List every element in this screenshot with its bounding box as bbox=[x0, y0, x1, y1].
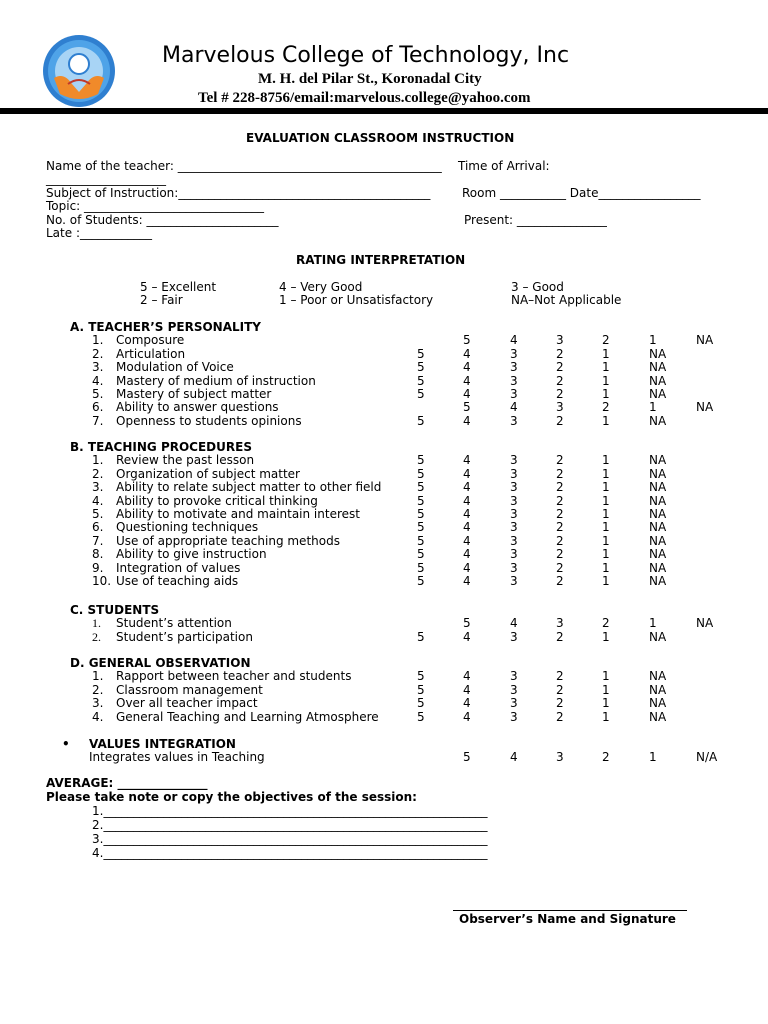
rating-option[interactable]: 4 bbox=[463, 696, 471, 710]
rating-option[interactable]: 3 bbox=[510, 574, 518, 588]
criterion-label: Student’s participation bbox=[116, 630, 253, 644]
rating-option[interactable]: 5 bbox=[417, 453, 425, 467]
rating-option[interactable]: 1 bbox=[602, 480, 610, 494]
rating-option[interactable]: 4 bbox=[463, 534, 471, 548]
rating-option[interactable]: 1 bbox=[602, 360, 610, 374]
rating-option[interactable]: 3 bbox=[556, 400, 564, 414]
rating-option[interactable]: 2 bbox=[556, 669, 564, 683]
rating-option[interactable]: 5 bbox=[417, 374, 425, 388]
room-date-field[interactable]: Room ___________ Date_________________ bbox=[462, 186, 701, 200]
rating-option[interactable]: 3 bbox=[510, 507, 518, 521]
rating-option[interactable]: 1 bbox=[602, 534, 610, 548]
rating-option[interactable]: NA bbox=[649, 534, 667, 548]
criterion-label: Classroom management bbox=[116, 683, 263, 697]
rating-option[interactable]: NA bbox=[696, 400, 714, 414]
rating-option[interactable]: 5 bbox=[417, 387, 425, 401]
rating-option[interactable]: NA bbox=[649, 387, 667, 401]
values-integration-heading: VALUES INTEGRATION bbox=[89, 737, 236, 751]
rating-option[interactable]: 4 bbox=[463, 710, 471, 724]
rating-option[interactable]: 5 bbox=[417, 561, 425, 575]
rating-option[interactable]: 4 bbox=[463, 683, 471, 697]
criterion-label: Rapport between teacher and students bbox=[116, 669, 352, 683]
rating-option[interactable]: 3 bbox=[510, 467, 518, 481]
rating-option[interactable]: 1 bbox=[649, 333, 657, 347]
objectives-note: Please take note or copy the objectives of the session: bbox=[46, 790, 417, 804]
rating-option[interactable]: NA bbox=[649, 561, 667, 575]
values-rating-option[interactable]: N/A bbox=[696, 750, 718, 764]
item-number: 6. bbox=[92, 520, 104, 534]
rating-option[interactable]: 4 bbox=[463, 347, 471, 361]
item-number: 2. bbox=[92, 347, 104, 361]
rating-option[interactable]: NA bbox=[649, 360, 667, 374]
rating-option[interactable]: 4 bbox=[510, 400, 518, 414]
rating-option[interactable]: 5 bbox=[417, 480, 425, 494]
college-address: M. H. del Pilar St., Koronadal City bbox=[258, 71, 482, 87]
rating-option[interactable]: NA bbox=[649, 347, 667, 361]
item-number: 10. bbox=[92, 574, 112, 588]
rating-option[interactable]: 1 bbox=[649, 400, 657, 414]
rating-option[interactable]: 2 bbox=[556, 534, 564, 548]
signature-line[interactable] bbox=[453, 910, 687, 911]
criterion-label: Ability to provoke critical thinking bbox=[116, 494, 318, 508]
rating-option[interactable]: 1 bbox=[602, 374, 610, 388]
topic-field[interactable]: Topic: ______________________________ bbox=[46, 199, 265, 213]
college-seal-icon bbox=[42, 34, 116, 108]
header-divider bbox=[0, 108, 768, 114]
item-number: 4. bbox=[92, 710, 104, 724]
rating-option[interactable]: 2 bbox=[556, 710, 564, 724]
rating-option[interactable]: NA bbox=[649, 630, 667, 644]
legend-good: 3 – Good bbox=[511, 280, 564, 294]
rating-option[interactable]: 5 bbox=[463, 333, 471, 347]
rating-option[interactable]: 2 bbox=[556, 453, 564, 467]
objective-line-3[interactable]: 3.________________________________________________________________ bbox=[92, 832, 488, 846]
subject-field[interactable]: Subject of Instruction:__________________________________________ bbox=[46, 186, 431, 200]
rating-option[interactable]: 2 bbox=[602, 333, 610, 347]
criterion-label: Use of appropriate teaching methods bbox=[116, 534, 340, 548]
rating-option[interactable]: 5 bbox=[417, 360, 425, 374]
criterion-label: Articulation bbox=[116, 347, 186, 361]
rating-option[interactable]: NA bbox=[696, 616, 714, 630]
item-number: 2. bbox=[92, 467, 104, 481]
item-number: 3. bbox=[92, 480, 104, 494]
section-heading: B. TEACHING PROCEDURES bbox=[70, 440, 252, 454]
rating-option[interactable]: 2 bbox=[556, 387, 564, 401]
students-count-field[interactable]: No. of Students: ______________________ bbox=[46, 213, 279, 227]
rating-option[interactable]: 2 bbox=[556, 520, 564, 534]
criterion-label: Ability to relate subject matter to other field bbox=[116, 480, 382, 494]
item-number: 3. bbox=[92, 360, 104, 374]
item-number: 4. bbox=[92, 494, 104, 508]
legend-excellent: 5 – Excellent bbox=[140, 280, 217, 294]
criterion-label: Use of teaching aids bbox=[116, 574, 239, 588]
criterion-label: Over all teacher impact bbox=[116, 696, 258, 710]
rating-option[interactable]: 1 bbox=[602, 494, 610, 508]
rating-option[interactable]: 4 bbox=[463, 574, 471, 588]
rating-option[interactable]: 5 bbox=[463, 400, 471, 414]
rating-option[interactable]: 2 bbox=[556, 630, 564, 644]
rating-option[interactable]: 4 bbox=[463, 547, 471, 561]
item-number: 5. bbox=[92, 387, 104, 401]
rating-option[interactable]: 4 bbox=[463, 494, 471, 508]
time-of-arrival-field[interactable]: Time of Arrival: bbox=[458, 159, 550, 173]
rating-option[interactable]: 2 bbox=[556, 696, 564, 710]
rating-option[interactable]: NA bbox=[649, 467, 667, 481]
rating-option[interactable]: 5 bbox=[417, 710, 425, 724]
rating-option[interactable]: 1 bbox=[602, 574, 610, 588]
rating-option[interactable]: 2 bbox=[556, 467, 564, 481]
criterion-label: Student’s attention bbox=[116, 616, 232, 630]
rating-option[interactable]: 1 bbox=[602, 669, 610, 683]
rating-option[interactable]: 3 bbox=[556, 333, 564, 347]
rating-option[interactable]: NA bbox=[649, 696, 667, 710]
rating-interpretation-title: RATING INTERPRETATION bbox=[296, 253, 466, 267]
rating-option[interactable]: 5 bbox=[417, 507, 425, 521]
rating-option[interactable]: 3 bbox=[510, 669, 518, 683]
rating-option[interactable]: 3 bbox=[510, 710, 518, 724]
item-number: 1. bbox=[92, 616, 101, 630]
values-rating-option[interactable]: 3 bbox=[556, 750, 564, 764]
rating-option[interactable]: NA bbox=[649, 669, 667, 683]
values-rating-option[interactable]: 5 bbox=[463, 750, 471, 764]
rating-option[interactable]: 2 bbox=[556, 414, 564, 428]
rating-option[interactable]: 2 bbox=[556, 480, 564, 494]
rating-option[interactable]: 5 bbox=[417, 494, 425, 508]
rating-option[interactable]: 3 bbox=[510, 561, 518, 575]
section-heading: A. TEACHER’S PERSONALITY bbox=[70, 320, 261, 334]
observer-signature-label: Observer’s Name and Signature bbox=[459, 912, 676, 926]
rating-option[interactable]: 1 bbox=[602, 630, 610, 644]
rating-option[interactable]: 4 bbox=[510, 333, 518, 347]
rating-option[interactable]: NA bbox=[649, 494, 667, 508]
rating-option[interactable]: 4 bbox=[463, 669, 471, 683]
criterion-label: Ability to answer questions bbox=[116, 400, 279, 414]
rating-option[interactable]: 4 bbox=[463, 520, 471, 534]
section-heading: D. GENERAL OBSERVATION bbox=[70, 656, 251, 670]
criterion-label: General Teaching and Learning Atmosphere bbox=[116, 710, 379, 724]
college-name: Marvelous College of Technology, Inc bbox=[162, 43, 570, 68]
item-number: 1. bbox=[92, 333, 104, 347]
rating-option[interactable]: 3 bbox=[510, 520, 518, 534]
rating-option[interactable]: 2 bbox=[602, 400, 610, 414]
late-field[interactable]: Late :____________ bbox=[46, 226, 152, 240]
item-number: 4. bbox=[92, 374, 104, 388]
rating-option[interactable]: 2 bbox=[556, 347, 564, 361]
criterion-label: Openness to students opinions bbox=[116, 414, 302, 428]
rating-option[interactable]: 1 bbox=[602, 453, 610, 467]
rating-option[interactable]: 2 bbox=[556, 683, 564, 697]
rating-option[interactable]: NA bbox=[649, 507, 667, 521]
values-rating-option[interactable]: 4 bbox=[510, 750, 518, 764]
criterion-label: Modulation of Voice bbox=[116, 360, 234, 374]
item-number: 2. bbox=[92, 630, 101, 644]
rating-option[interactable]: 2 bbox=[556, 360, 564, 374]
legend-very-good: 4 – Very Good bbox=[279, 280, 363, 294]
criterion-label: Ability to give instruction bbox=[116, 547, 267, 561]
rating-option[interactable]: 4 bbox=[463, 507, 471, 521]
rating-option[interactable]: 3 bbox=[510, 360, 518, 374]
item-number: 7. bbox=[92, 414, 104, 428]
rating-option[interactable]: 4 bbox=[510, 616, 518, 630]
rating-option[interactable]: 5 bbox=[463, 616, 471, 630]
values-bullet: • bbox=[62, 737, 70, 751]
values-rating-option[interactable]: 1 bbox=[649, 750, 657, 764]
rating-option[interactable]: 1 bbox=[602, 467, 610, 481]
item-number: 2. bbox=[92, 683, 104, 697]
item-number: 5. bbox=[92, 507, 104, 521]
rating-option[interactable]: 4 bbox=[463, 467, 471, 481]
rating-option[interactable]: 3 bbox=[510, 494, 518, 508]
criterion-label: Ability to motivate and maintain interest bbox=[116, 507, 360, 521]
rating-option[interactable]: 3 bbox=[510, 480, 518, 494]
rating-option[interactable]: 1 bbox=[602, 683, 610, 697]
rating-option[interactable]: 5 bbox=[417, 696, 425, 710]
rating-option[interactable]: 4 bbox=[463, 561, 471, 575]
legend-na: NA–Not Applicable bbox=[511, 293, 622, 307]
rating-option[interactable]: NA bbox=[649, 710, 667, 724]
item-number: 9. bbox=[92, 561, 104, 575]
rating-option[interactable]: 3 bbox=[510, 453, 518, 467]
criterion-label: Composure bbox=[116, 333, 185, 347]
rating-option[interactable]: 3 bbox=[510, 534, 518, 548]
rating-option[interactable]: 1 bbox=[602, 710, 610, 724]
rating-option[interactable]: 1 bbox=[602, 347, 610, 361]
rating-option[interactable]: 4 bbox=[463, 360, 471, 374]
rating-option[interactable]: 2 bbox=[556, 507, 564, 521]
rating-option[interactable]: 3 bbox=[510, 696, 518, 710]
rating-option[interactable]: 3 bbox=[510, 374, 518, 388]
section-heading: C. STUDENTS bbox=[70, 603, 160, 617]
rating-option[interactable]: 3 bbox=[510, 683, 518, 697]
rating-option[interactable]: 3 bbox=[510, 630, 518, 644]
rating-option[interactable]: 1 bbox=[602, 547, 610, 561]
criterion-label: Integration of values bbox=[116, 561, 241, 575]
criterion-label: Review the past lesson bbox=[116, 453, 255, 467]
rating-option[interactable]: 3 bbox=[510, 347, 518, 361]
rating-option[interactable]: 3 bbox=[510, 414, 518, 428]
rating-option[interactable]: 1 bbox=[602, 414, 610, 428]
rating-option[interactable]: 1 bbox=[602, 387, 610, 401]
rating-option[interactable]: NA bbox=[649, 520, 667, 534]
rating-option[interactable]: 1 bbox=[602, 696, 610, 710]
legend-fair: 2 – Fair bbox=[140, 293, 183, 307]
rating-option[interactable]: 5 bbox=[417, 547, 425, 561]
college-contact: Tel # 228-8756/email:marvelous.college@yahoo.com bbox=[198, 90, 531, 106]
rating-option[interactable]: NA bbox=[649, 683, 667, 697]
form-title: EVALUATION CLASSROOM INSTRUCTION bbox=[246, 131, 515, 145]
item-number: 3. bbox=[92, 696, 104, 710]
rating-option[interactable]: NA bbox=[649, 453, 667, 467]
item-number: 8. bbox=[92, 547, 104, 561]
rating-option[interactable]: 5 bbox=[417, 669, 425, 683]
rating-option[interactable]: 1 bbox=[649, 616, 657, 630]
rating-option[interactable]: 5 bbox=[417, 534, 425, 548]
rating-option[interactable]: NA bbox=[696, 333, 714, 347]
teacher-name-field[interactable]: Name of the teacher: ____________________________________________ bbox=[46, 159, 442, 173]
rating-option[interactable]: 5 bbox=[417, 630, 425, 644]
rating-option[interactable]: 5 bbox=[417, 683, 425, 697]
item-number: 6. bbox=[92, 400, 104, 414]
criterion-label: Mastery of subject matter bbox=[116, 387, 272, 401]
rating-option[interactable]: 1 bbox=[602, 561, 610, 575]
present-field[interactable]: Present: _______________ bbox=[464, 213, 607, 227]
average-field[interactable]: AVERAGE: _______________ bbox=[46, 776, 208, 790]
rating-option[interactable]: NA bbox=[649, 547, 667, 561]
rating-option[interactable]: NA bbox=[649, 414, 667, 428]
objective-line-1[interactable]: 1.________________________________________________________________ bbox=[92, 804, 488, 818]
objective-line-4[interactable]: 4.________________________________________________________________ bbox=[92, 846, 488, 860]
rating-option[interactable]: NA bbox=[649, 574, 667, 588]
criterion-label: Organization of subject matter bbox=[116, 467, 300, 481]
rating-option[interactable]: 4 bbox=[463, 387, 471, 401]
rating-option[interactable]: 2 bbox=[556, 374, 564, 388]
rating-option[interactable]: 4 bbox=[463, 414, 471, 428]
rating-option[interactable]: 3 bbox=[556, 616, 564, 630]
criterion-label: Mastery of medium of instruction bbox=[116, 374, 316, 388]
rating-option[interactable]: 4 bbox=[463, 374, 471, 388]
item-number: 1. bbox=[92, 669, 104, 683]
legend-poor: 1 – Poor or Unsatisfactory bbox=[279, 293, 434, 307]
item-number: 7. bbox=[92, 534, 104, 548]
item-number: 1. bbox=[92, 453, 104, 467]
rating-option[interactable]: 5 bbox=[417, 467, 425, 481]
rating-option[interactable]: 4 bbox=[463, 453, 471, 467]
rating-option[interactable]: 3 bbox=[510, 387, 518, 401]
rating-option[interactable]: 1 bbox=[602, 520, 610, 534]
rating-option[interactable]: 1 bbox=[602, 507, 610, 521]
rating-option[interactable]: 5 bbox=[417, 414, 425, 428]
criterion-label: Questioning techniques bbox=[116, 520, 259, 534]
rating-option[interactable]: 5 bbox=[417, 520, 425, 534]
rating-option[interactable]: 2 bbox=[556, 547, 564, 561]
rating-option[interactable]: 4 bbox=[463, 480, 471, 494]
rating-option[interactable]: 5 bbox=[417, 574, 425, 588]
rating-option[interactable]: 3 bbox=[510, 547, 518, 561]
rating-option[interactable]: NA bbox=[649, 480, 667, 494]
rating-option[interactable]: 4 bbox=[463, 630, 471, 644]
objective-line-2[interactable]: 2.________________________________________________________________ bbox=[92, 818, 488, 832]
rating-option[interactable]: 2 bbox=[556, 494, 564, 508]
rating-option[interactable]: 2 bbox=[556, 561, 564, 575]
teacher-name-continued[interactable]: ____________________ bbox=[46, 172, 166, 186]
rating-option[interactable]: NA bbox=[649, 374, 667, 388]
values-integration-item: Integrates values in Teaching bbox=[89, 750, 265, 764]
values-rating-option[interactable]: 2 bbox=[602, 750, 610, 764]
rating-option[interactable]: 2 bbox=[556, 574, 564, 588]
rating-option[interactable]: 5 bbox=[417, 347, 425, 361]
rating-option[interactable]: 2 bbox=[602, 616, 610, 630]
